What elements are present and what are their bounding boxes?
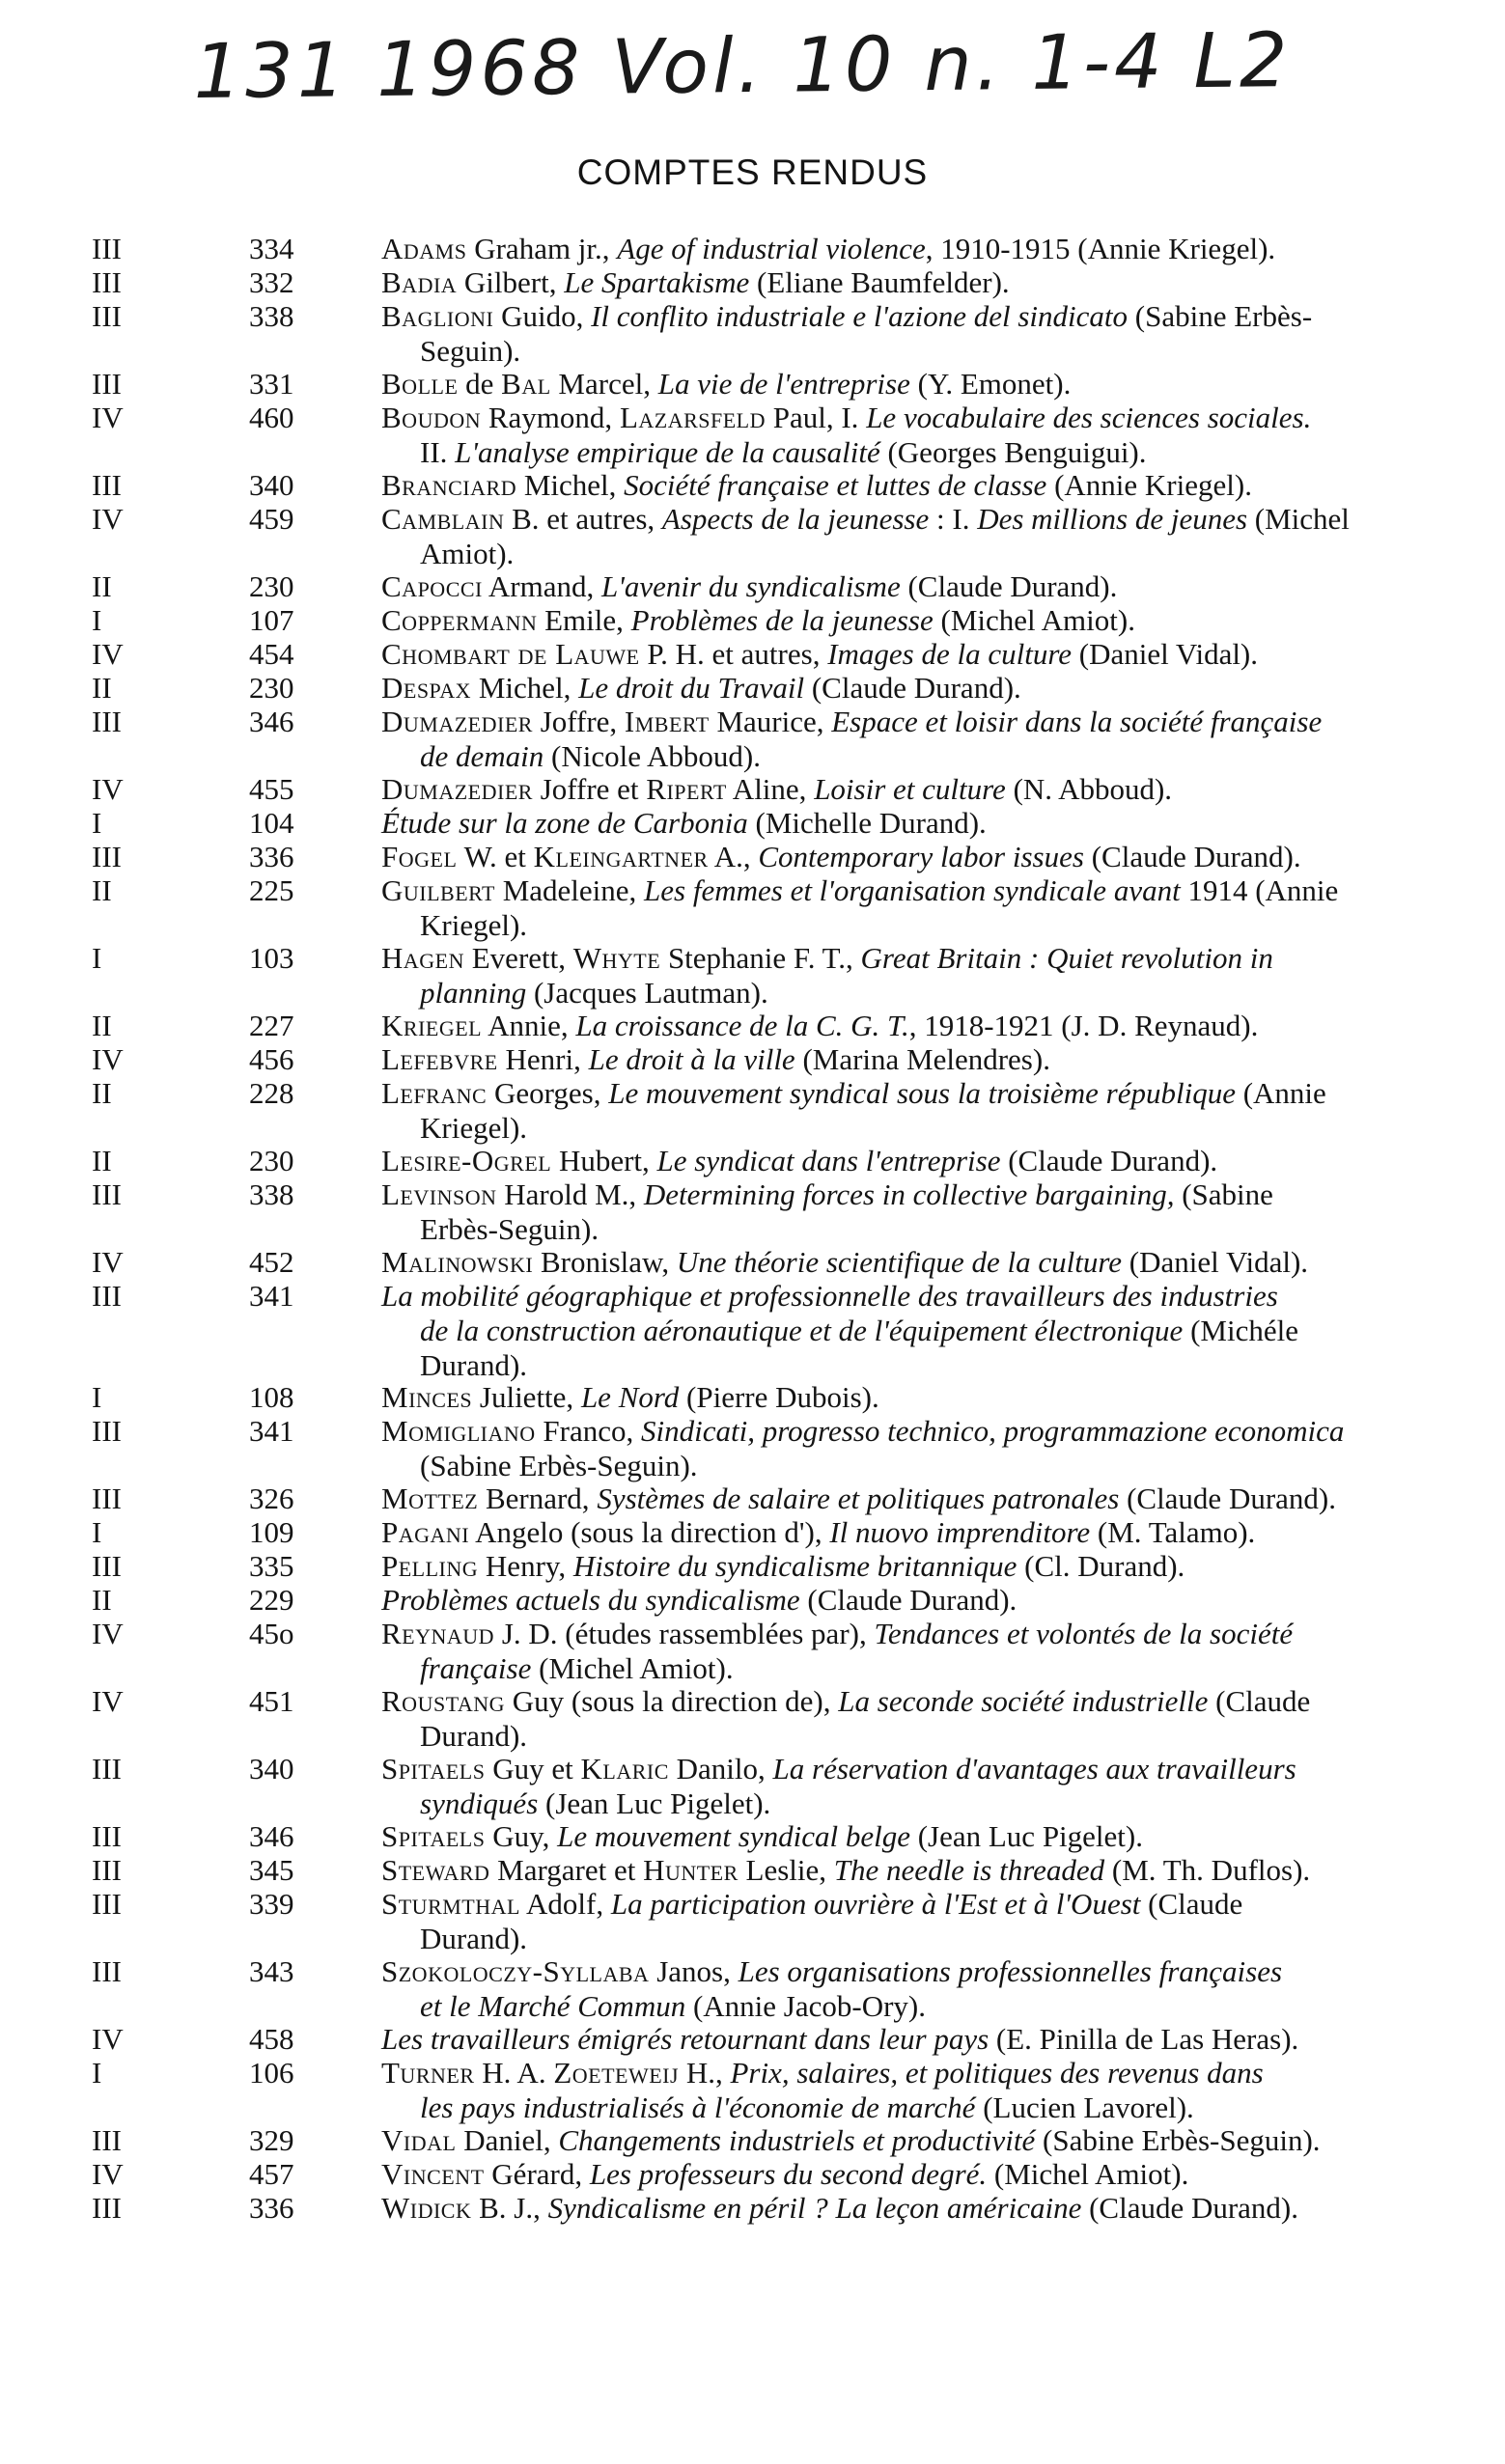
issue-number: II <box>92 1076 112 1110</box>
issue-number: IV <box>92 1042 124 1076</box>
page-number: 109 <box>249 1515 294 1549</box>
review-text <box>381 806 1453 841</box>
review-text <box>381 299 1453 369</box>
review-text-line: Roustang Guy (sous la direction de), La seconde société industrielle (Claude <box>381 1684 1311 1718</box>
page-number: 454 <box>249 637 294 671</box>
review-text-line: Turner H. A. Zoeteweij H., Prix, salaires, et politiques des revenus dans <box>381 2056 1264 2090</box>
page-number: 338 <box>249 1177 294 1211</box>
page-number: 340 <box>249 1752 294 1786</box>
review-text-line: Despax Michel, Le droit du Travail (Claude Durand). <box>381 671 1021 705</box>
review-text-line: Coppermann Emile, Problèmes de la jeunesse (Michel Amiot). <box>381 603 1135 637</box>
review-text-line: Adams Graham jr., Age of industrial violence, 1910-1915 (Annie Kriegel). <box>381 232 1276 265</box>
review-text-line: planning (Jacques Lautman). <box>420 976 768 1010</box>
review-text-line: Erbès-Seguin). <box>420 1212 599 1246</box>
page-number: 341 <box>249 1414 294 1448</box>
page-number: 336 <box>249 840 294 873</box>
review-text <box>381 772 1453 807</box>
page-number: 341 <box>249 1279 294 1313</box>
review-text <box>381 1583 1453 1618</box>
review-text-line: Durand). <box>420 1922 528 1955</box>
review-text <box>381 1076 1453 1146</box>
review-text-line: Lefebvre Henri, Le droit à la ville (Marina Melendres). <box>381 1042 1050 1076</box>
review-text-line: Kriegel). <box>420 1111 528 1145</box>
review-text-line: Pelling Henry, Histoire du syndicalisme britannique (Cl. Durand). <box>381 1549 1185 1583</box>
review-text-line: Szokoloczy-Syllaba Janos, Les organisations professionnelles françaises <box>381 1954 1283 1988</box>
review-text-line: Reynaud J. D. (études rassemblées par), Tendances et volontés de la société <box>381 1617 1294 1650</box>
issue-number: I <box>92 603 102 637</box>
review-text-line: et le Marché Commun (Annie Jacob-Ory). <box>420 1989 926 2023</box>
review-text-line: Boudon Raymond, Lazarsfeld Paul, I. Le vocabulaire des sciences sociales. <box>381 401 1312 434</box>
issue-number: I <box>92 2056 102 2090</box>
review-text-line: Problèmes actuels du syndicalisme (Claude Durand). <box>381 1583 1017 1617</box>
review-text <box>381 401 1453 470</box>
issue-number: IV <box>92 1245 124 1279</box>
review-text-line: Kriegel Annie, La croissance de la C. G. T., 1918-1921 (J. D. Reynaud). <box>381 1009 1259 1042</box>
review-text-line: Momigliano Franco, Sindicati, progresso technico, programmazione economica <box>381 1414 1345 1448</box>
issue-number: IV <box>92 2022 124 2056</box>
issue-number: III <box>92 299 122 333</box>
issue-number: III <box>92 2191 122 2225</box>
page-title: COMPTES RENDUS <box>576 152 929 192</box>
review-text-line: Spitaels Guy, Le mouvement syndical belge (Jean Luc Pigelet). <box>381 1819 1143 1853</box>
review-text <box>381 1853 1453 1888</box>
review-text-line: Baglioni Guido, Il conflito industriale e l'azione del sindicato (Sabine Erbès- <box>381 299 1313 333</box>
issue-number: II <box>92 1144 112 1177</box>
review-text <box>381 873 1453 943</box>
issue-number: III <box>92 1414 122 1448</box>
page-number: 458 <box>249 2022 294 2056</box>
issue-number: IV <box>92 772 124 806</box>
issue-number: III <box>92 367 122 401</box>
issue-number: I <box>92 806 102 840</box>
review-text-line: Branciard Michel, Société française et luttes de classe (Annie Kriegel). <box>381 468 1252 502</box>
issue-number: III <box>92 1752 122 1786</box>
page-number: 334 <box>249 232 294 265</box>
review-text <box>381 1752 1453 1821</box>
review-text-line: Lefranc Georges, Le mouvement syndical sous la troisième république (Annie <box>381 1076 1326 1110</box>
issue-number: III <box>92 1853 122 1887</box>
review-text-line: Mottez Bernard, Systèmes de salaire et politiques patronales (Claude Durand). <box>381 1481 1336 1515</box>
page-number: 338 <box>249 299 294 333</box>
review-text <box>381 2022 1453 2057</box>
issue-number: I <box>92 1515 102 1549</box>
review-text <box>381 603 1453 638</box>
review-text <box>381 1549 1453 1584</box>
page-number: 108 <box>249 1380 294 1414</box>
review-text <box>381 2191 1453 2226</box>
review-text-line: Lesire-Ogrel Hubert, Le syndicat dans l'entreprise (Claude Durand). <box>381 1144 1218 1177</box>
review-text-line: Vincent Gérard, Les professeurs du second degré. (Michel Amiot). <box>381 2157 1189 2191</box>
issue-number: III <box>92 705 122 738</box>
page-number: 460 <box>249 401 294 434</box>
review-text-line: Amiot). <box>420 537 515 570</box>
review-text-line: Hagen Everett, Whyte Stephanie F. T., Great Britain : Quiet revolution in <box>381 941 1273 975</box>
review-text-line: Badia Gilbert, Le Spartakisme (Eliane Baumfelder). <box>381 265 1010 299</box>
page-number: 326 <box>249 1481 294 1515</box>
issue-number: IV <box>92 637 124 671</box>
review-text-line: Durand). <box>420 1348 528 1382</box>
review-text <box>381 1954 1453 2024</box>
issue-number: III <box>92 1177 122 1211</box>
page-number: 45o <box>249 1617 294 1650</box>
review-text <box>381 1245 1453 1280</box>
review-text <box>381 1279 1453 1383</box>
review-text-line: de la construction aéronautique et de l'équipement électronique (Michéle <box>420 1314 1298 1347</box>
page-number: 230 <box>249 671 294 705</box>
page-number: 451 <box>249 1684 294 1718</box>
review-text-line: Bolle de Bal Marcel, La vie de l'entreprise (Y. Emonet). <box>381 367 1072 401</box>
page-number: 336 <box>249 2191 294 2225</box>
page-number: 335 <box>249 1549 294 1583</box>
review-text-line: Widick B. J., Syndicalisme en péril ? La leçon américaine (Claude Durand). <box>381 2191 1299 2225</box>
review-text-line: Guilbert Madeleine, Les femmes et l'organisation syndicale avant 1914 (Annie <box>381 873 1339 907</box>
page-number: 457 <box>249 2157 294 2191</box>
issue-number: I <box>92 941 102 975</box>
review-text <box>381 502 1453 571</box>
page-number: 452 <box>249 1245 294 1279</box>
issue-number: II <box>92 873 112 907</box>
review-text-line: Minces Juliette, Le Nord (Pierre Dubois). <box>381 1380 879 1414</box>
review-text-line: Capocci Armand, L'avenir du syndicalisme (Claude Durand). <box>381 569 1118 603</box>
review-text-line: syndiqués (Jean Luc Pigelet). <box>420 1786 771 1820</box>
page-number: 339 <box>249 1887 294 1921</box>
issue-number: I <box>92 1380 102 1414</box>
review-text-line: Étude sur la zone de Carbonia (Michelle Durand). <box>381 806 987 840</box>
page-number: 456 <box>249 1042 294 1076</box>
page-number: 103 <box>249 941 294 975</box>
issue-number: III <box>92 265 122 299</box>
review-text <box>381 232 1453 266</box>
issue-number: III <box>92 468 122 502</box>
page-number: 331 <box>249 367 294 401</box>
page-number: 345 <box>249 1853 294 1887</box>
page-number: 230 <box>249 1144 294 1177</box>
review-text-line: française (Michel Amiot). <box>420 1651 734 1685</box>
review-text <box>381 1887 1453 1956</box>
issue-number: III <box>92 1954 122 1988</box>
review-text-line: les pays industrialisés à l'économie de marché (Lucien Lavorel). <box>420 2090 1194 2124</box>
page-number: 340 <box>249 468 294 502</box>
review-text <box>381 1617 1453 1686</box>
page-number: 332 <box>249 265 294 299</box>
review-text-line: Les travailleurs émigrés retournant dans leur pays (E. Pinilla de Las Heras). <box>381 2022 1299 2056</box>
handwritten-note: 131 1968 Vol. 10 n. 1-4 L2 <box>193 17 1292 116</box>
review-text <box>381 1515 1453 1550</box>
review-text <box>381 671 1453 706</box>
page-number: 225 <box>249 873 294 907</box>
review-text-line: Spitaels Guy et Klaric Danilo, La réservation d'avantages aux travailleurs <box>381 1752 1296 1786</box>
review-text <box>381 1042 1453 1077</box>
review-text-line: Malinowski Bronislaw, Une théorie scientifique de la culture (Daniel Vidal). <box>381 1245 1309 1279</box>
page-number: 104 <box>249 806 294 840</box>
review-text <box>381 1009 1453 1043</box>
review-text-line: Pagani Angelo (sous la direction d'), Il nuovo imprenditore (M. Talamo). <box>381 1515 1256 1549</box>
page-number: 346 <box>249 705 294 738</box>
page-number: 230 <box>249 569 294 603</box>
review-text <box>381 1380 1453 1415</box>
review-text <box>381 840 1453 874</box>
review-text <box>381 2123 1453 2158</box>
review-text <box>381 1481 1453 1516</box>
review-text <box>381 1684 1453 1754</box>
page-number: 455 <box>249 772 294 806</box>
page-number: 229 <box>249 1583 294 1617</box>
review-text-line: de demain (Nicole Abboud). <box>420 739 761 773</box>
issue-number: IV <box>92 1617 124 1650</box>
review-text <box>381 468 1453 503</box>
issue-number: IV <box>92 1684 124 1718</box>
issue-number: II <box>92 671 112 705</box>
issue-number: III <box>92 1549 122 1583</box>
review-text-line: Sturmthal Adolf, La participation ouvrière à l'Est et à l'Ouest (Claude <box>381 1887 1243 1921</box>
review-text-line: (Sabine Erbès-Seguin). <box>420 1449 698 1482</box>
review-text-line: Seguin). <box>420 334 521 368</box>
review-text <box>381 1414 1453 1483</box>
review-text <box>381 941 1453 1011</box>
issue-number: III <box>92 1481 122 1515</box>
issue-number: III <box>92 1887 122 1921</box>
review-text <box>381 1819 1453 1854</box>
review-text-line: Steward Margaret et Hunter Leslie, The needle is threaded (M. Th. Duflos). <box>381 1853 1311 1887</box>
issue-number: IV <box>92 2157 124 2191</box>
page-number: 227 <box>249 1009 294 1042</box>
page-number: 228 <box>249 1076 294 1110</box>
review-text-line: Chombart de Lauwe P. H. et autres, Images de la culture (Daniel Vidal). <box>381 637 1259 671</box>
review-text-line: Levinson Harold M., Determining forces in collective bargaining, (Sabine <box>381 1177 1273 1211</box>
issue-number: II <box>92 1583 112 1617</box>
page-number: 106 <box>249 2056 294 2090</box>
review-text <box>381 569 1453 604</box>
issue-number: III <box>92 232 122 265</box>
review-text-line: Vidal Daniel, Changements industriels et productivité (Sabine Erbès-Seguin). <box>381 2123 1321 2157</box>
issue-number: IV <box>92 401 124 434</box>
page-number: 329 <box>249 2123 294 2157</box>
review-text-line: Camblain B. et autres, Aspects de la jeunesse : I. Des millions de jeunes (Michel <box>381 502 1350 536</box>
review-text-line: Fogel W. et Kleingartner A., Contemporary labor issues (Claude Durand). <box>381 840 1301 873</box>
review-text <box>381 367 1453 401</box>
page-number: 343 <box>249 1954 294 1988</box>
review-text <box>381 265 1453 300</box>
review-text <box>381 637 1453 672</box>
issue-number: III <box>92 1819 122 1853</box>
issue-number: IV <box>92 502 124 536</box>
issue-number: III <box>92 1279 122 1313</box>
review-text <box>381 1177 1453 1247</box>
page-number: 107 <box>249 603 294 637</box>
review-text <box>381 1144 1453 1178</box>
issue-number: III <box>92 840 122 873</box>
review-text-line: Durand). <box>420 1719 528 1753</box>
review-text-line: Kriegel). <box>420 908 528 942</box>
review-text-line: Dumazedier Joffre et Ripert Aline, Loisir et culture (N. Abboud). <box>381 772 1173 806</box>
issue-number: II <box>92 1009 112 1042</box>
review-text-line: Dumazedier Joffre, Imbert Maurice, Espace et loisir dans la société française <box>381 705 1323 738</box>
issue-number: II <box>92 569 112 603</box>
review-text <box>381 705 1453 774</box>
issue-number: III <box>92 2123 122 2157</box>
page-number: 459 <box>249 502 294 536</box>
review-text-line: La mobilité géographique et professionnelle des travailleurs des industries <box>381 1279 1278 1313</box>
page-number: 346 <box>249 1819 294 1853</box>
review-text <box>381 2157 1453 2192</box>
review-text <box>381 2056 1453 2125</box>
review-text-line: II. L'analyse empirique de la causalité (Georges Benguigui). <box>420 435 1147 469</box>
